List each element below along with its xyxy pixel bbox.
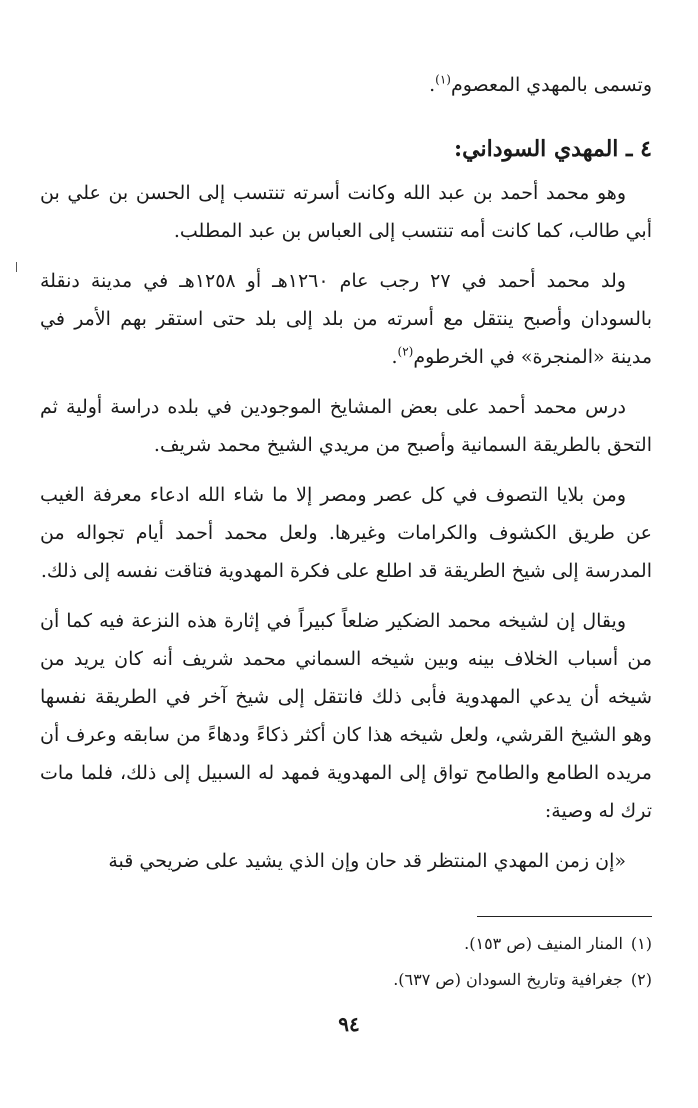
footnote-divider — [477, 916, 652, 917]
paragraph-lineage: وهو محمد أحمد بن عبد الله وكانت أسرته تنتسب إلى الحسن بن علي بن أبي طالب، كما كانت أمه تنتسب إلى العباس بن عبد المطلب. — [40, 182, 652, 242]
paragraph-birth-text: ولد محمد أحمد في ٢٧ رجب عام ١٢٦٠هـ أو ١٢٥٨هـ في مدينة دنقلة بالسودان وأصبح ينتقل مع أسرته من بلد إلى بلد حتى استقر بهم الأمر في مدينة «المنجرة» في الخرطوم — [40, 270, 653, 368]
margin-mark — [16, 262, 17, 272]
footnote-ref-1[interactable]: (١) — [435, 72, 451, 87]
paragraph-education: درس محمد أحمد على بعض المشايخ الموجودين في بلده دراسة أولية ثم التحق بالطريقة السمانية وأصبح من مريدي الشيخ محمد شريف. — [40, 396, 652, 456]
paragraph-birth — [40, 262, 652, 376]
paragraph-birth-end: . — [391, 346, 398, 368]
section-heading: ٤ ـ المهدي السوداني: — [454, 136, 652, 162]
footnote-2-number: (٢) — [630, 970, 652, 989]
footnote-2-text: جغرافية وتاريخ السودان (ص ٦٣٧). — [393, 970, 623, 989]
intro-line — [40, 66, 652, 104]
page-body — [40, 50, 652, 892]
page-number: ٩٤ — [338, 1012, 360, 1036]
footnote-1-number: (١) — [630, 934, 652, 953]
intro-end: . — [429, 74, 436, 96]
footnote-ref-2[interactable]: (٢) — [397, 344, 414, 359]
paragraph-sheikh: ويقال إن لشيخه محمد الضكير ضلعاً كبيراً في إثارة هذه النزعة فيه كما أن من أسباب الخلاف بينه وبين شيخه السماني محمد شريف أنه كان يريد من شيخه أن يدعي المهدوية فأبى ذلك فانتقل إلى شيخ آخر في الطريقة نفسها وهو الشيخ القرشي، ولعل شيخه هذا كان أكثر ذكاءً ودهاءً من سابقه وعرف أن مريده الطامع والطامح تواق إلى المهدوية فمهد له السبيل إلى ذلك، فلما مات ترك له وصية: — [40, 610, 652, 822]
footnote-1-text: المنار المنيف (ص ١٥٣). — [464, 934, 623, 953]
footnote-1 — [52, 926, 652, 962]
paragraph-sufism: ومن بلايا التصوف في كل عصر ومصر إلا ما شاء الله ادعاء معرفة الغيب عن طريق الكشوف والكرامات وغيرها. ولعل محمد أحمد أيام تجواله من المدرسة إلى شيخ الطريقة قد اطلع على فكرة المهدوية فتاقت نفسه إلى ذلك. — [40, 484, 652, 582]
footnote-2 — [52, 962, 652, 998]
intro-text: وتسمى بالمهدي المعصوم — [450, 74, 652, 96]
footnotes — [52, 926, 652, 998]
paragraph-quote: «إن زمن المهدي المنتظر قد حان وإن الذي يشيد على ضريحي قبة — [108, 850, 626, 872]
